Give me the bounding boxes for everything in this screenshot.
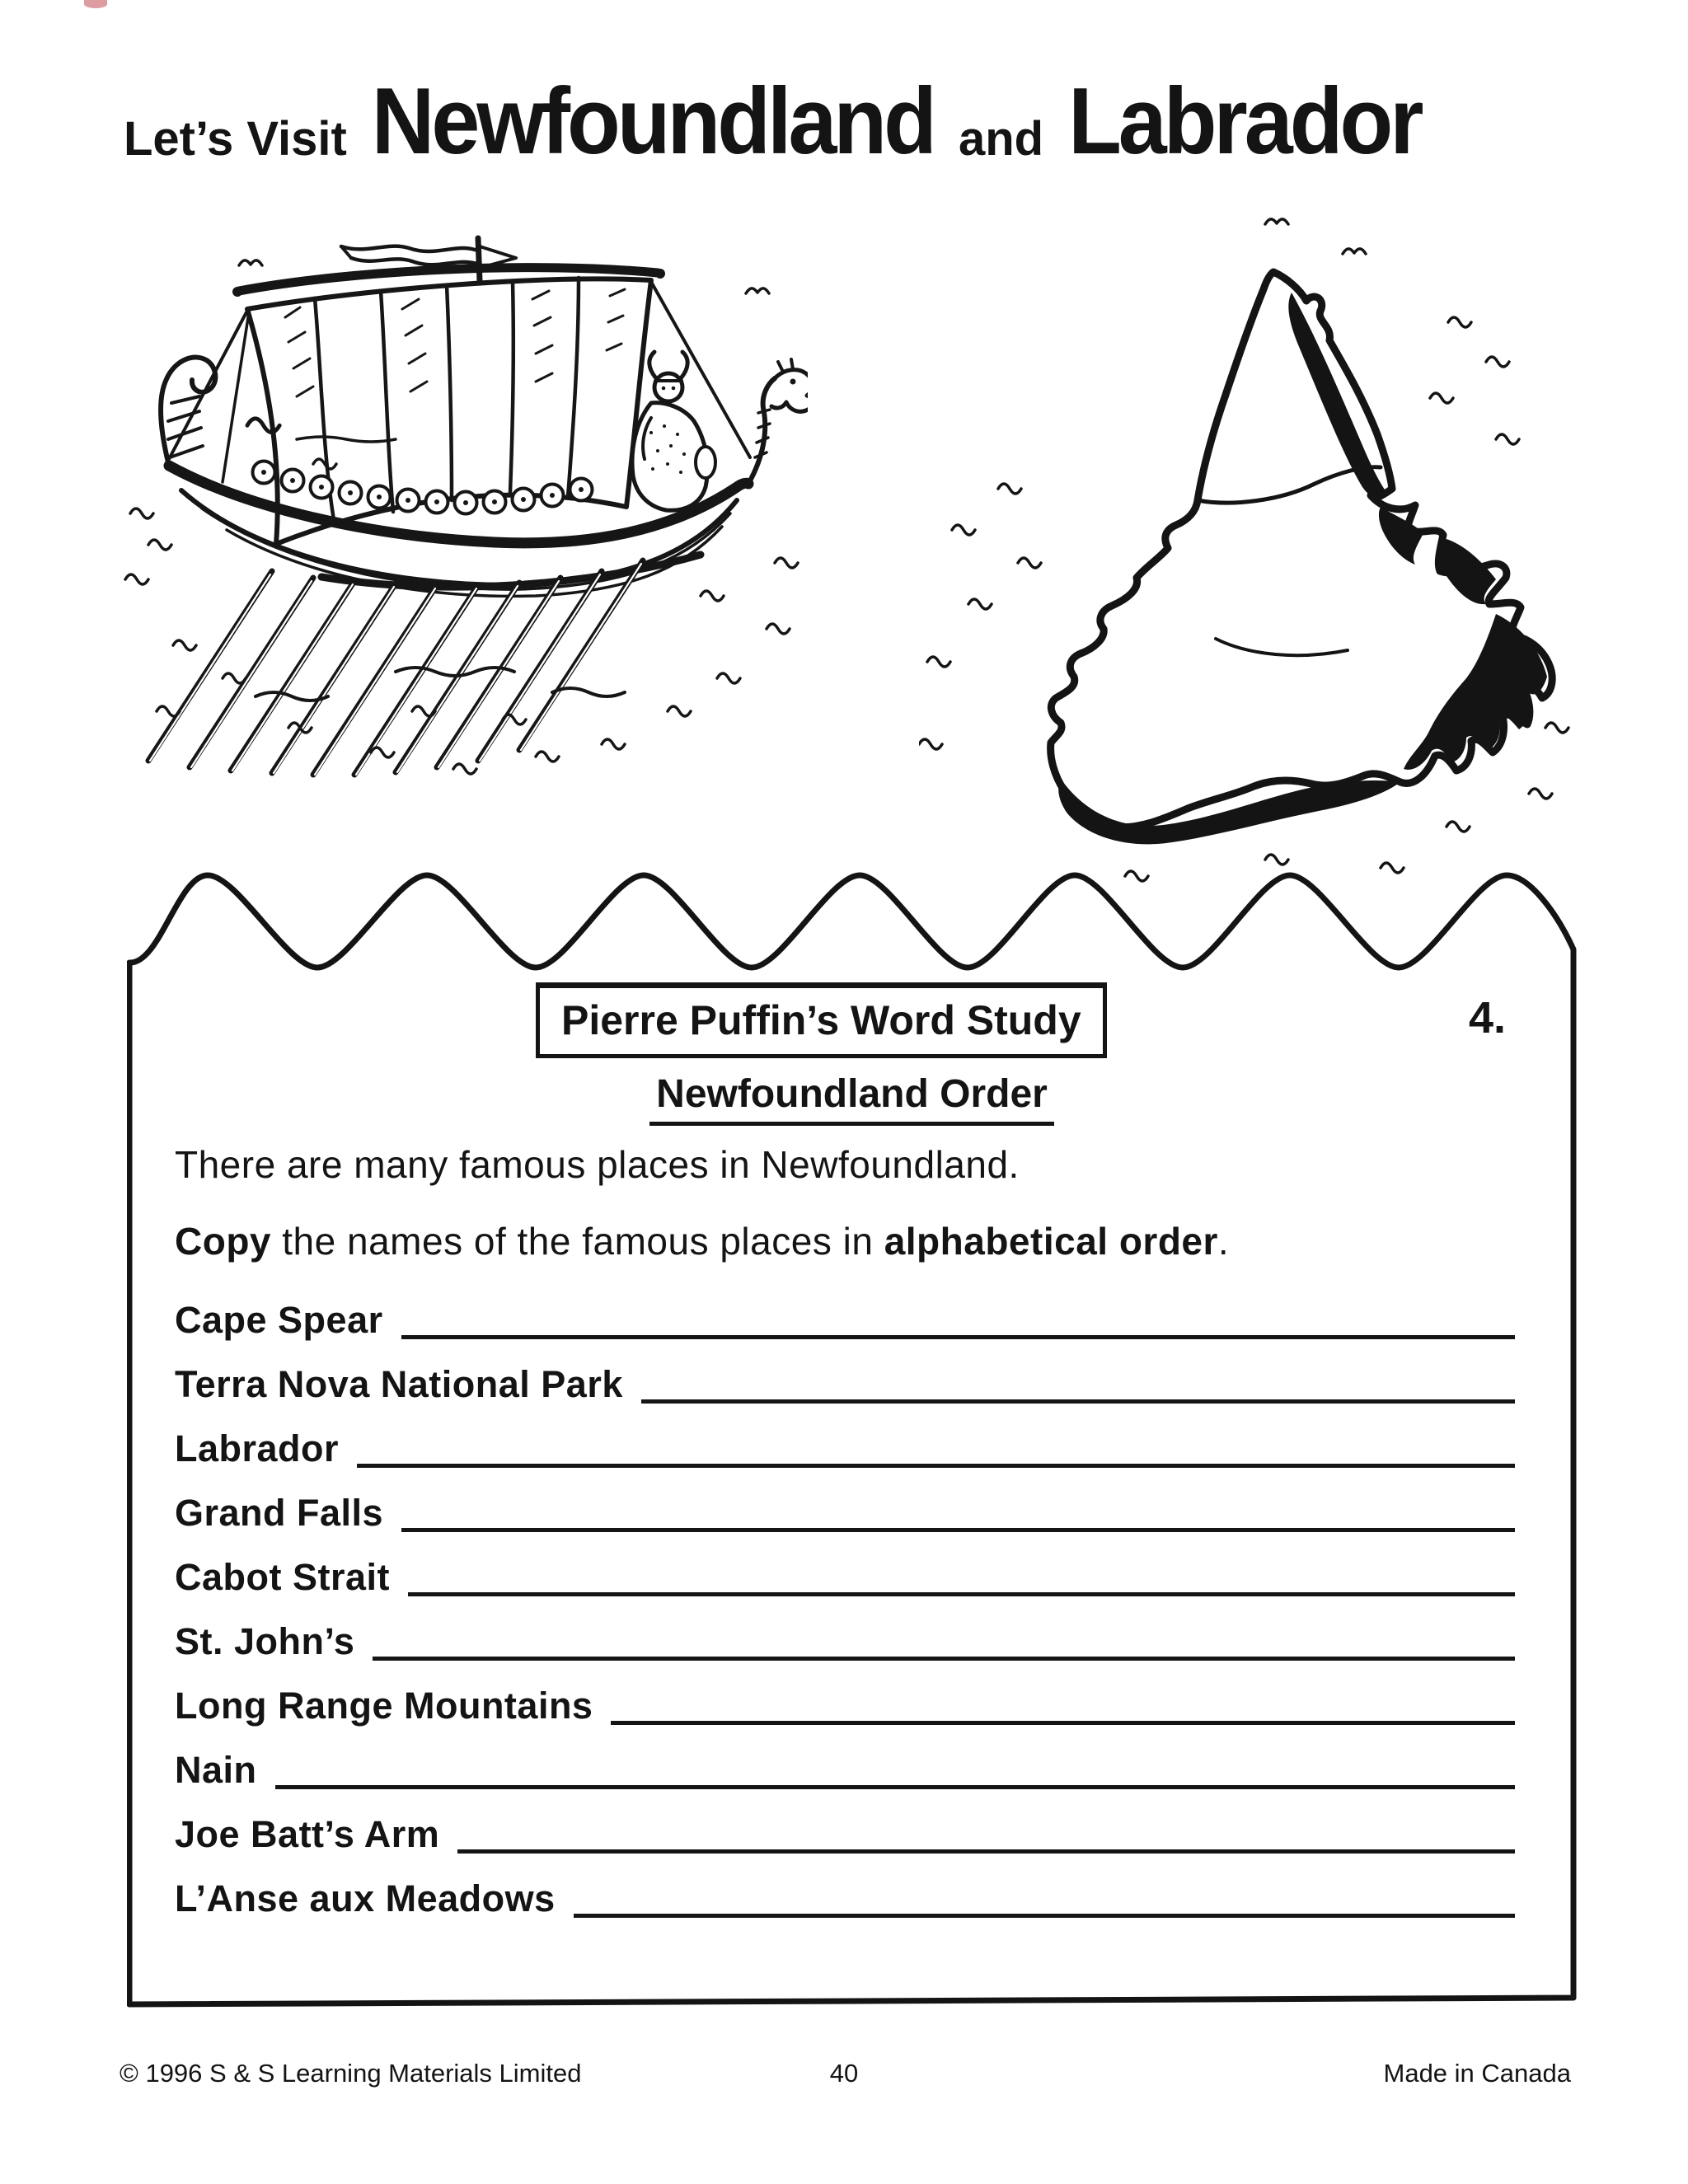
viking-ship-svg bbox=[124, 210, 808, 787]
oar bbox=[396, 583, 519, 772]
answer-line bbox=[641, 1399, 1515, 1404]
title-prefix: Let’s Visit bbox=[124, 112, 347, 166]
viking-ship-illustration bbox=[124, 210, 808, 787]
list-item bbox=[175, 1297, 1515, 1343]
places-list bbox=[175, 1297, 1515, 1940]
bird-icon bbox=[1343, 249, 1366, 254]
list-item bbox=[175, 1361, 1515, 1407]
made-in-text: Made in Canada bbox=[1383, 2059, 1571, 2088]
instruction-sentence bbox=[175, 1218, 1229, 1264]
place-label: Joe Batt’s Arm bbox=[175, 1813, 440, 1855]
answer-line bbox=[574, 1914, 1515, 1918]
copyright-text: © 1996 S & S Learning Materials Limited bbox=[120, 2059, 582, 2088]
place-label: St. John’s bbox=[175, 1620, 355, 1662]
answer-line bbox=[373, 1657, 1515, 1661]
shield-icon bbox=[513, 489, 535, 511]
instruction-period: . bbox=[1217, 1220, 1230, 1263]
answer-line bbox=[611, 1721, 1515, 1725]
place-label: Cape Spear bbox=[175, 1299, 383, 1341]
list-item bbox=[175, 1619, 1515, 1664]
title-conjunction: and bbox=[958, 112, 1044, 166]
shield-icon bbox=[253, 462, 275, 484]
place-label: L’Anse aux Meadows bbox=[175, 1877, 556, 1919]
answer-line bbox=[401, 1335, 1515, 1339]
title-word-labrador: Labrador bbox=[1068, 68, 1421, 174]
page-number: 40 bbox=[829, 2059, 859, 2088]
shield-icon bbox=[282, 470, 304, 492]
answer-line bbox=[408, 1592, 1515, 1596]
place-label: Long Range Mountains bbox=[175, 1685, 593, 1727]
activity-number: 4. bbox=[1469, 993, 1507, 1043]
bird-icon bbox=[239, 260, 262, 265]
answer-line bbox=[275, 1785, 1515, 1789]
instruction-middle: the names of the famous places in bbox=[271, 1220, 884, 1263]
bird-icon bbox=[746, 288, 769, 293]
place-label: Grand Falls bbox=[175, 1492, 384, 1534]
shield-icon bbox=[397, 490, 420, 512]
bird-icon bbox=[1265, 219, 1288, 224]
instruction-tail: alphabetical order bbox=[884, 1220, 1218, 1263]
place-label: Cabot Strait bbox=[175, 1556, 391, 1598]
place-label: Nain bbox=[175, 1749, 257, 1791]
shield-icon bbox=[484, 491, 506, 513]
list-item bbox=[175, 1490, 1515, 1535]
activity-subheading: Newfoundland Order bbox=[649, 1071, 1054, 1126]
title-word-newfoundland: Newfoundland bbox=[371, 68, 934, 174]
place-label: Labrador bbox=[175, 1427, 340, 1469]
shield-icon bbox=[455, 492, 477, 514]
newfoundland-map-illustration bbox=[919, 210, 1578, 898]
page-title bbox=[124, 68, 1591, 176]
list-item bbox=[175, 1426, 1515, 1471]
activity-heading-box bbox=[536, 982, 1107, 1058]
intro-sentence: There are many famous places in Newfoundland. bbox=[175, 1143, 1020, 1186]
shield-icon bbox=[311, 476, 333, 499]
list-item bbox=[175, 1554, 1515, 1600]
list-item bbox=[175, 1811, 1515, 1857]
shield-icon bbox=[340, 482, 362, 504]
answer-line bbox=[457, 1849, 1515, 1854]
list-item bbox=[175, 1683, 1515, 1728]
oar bbox=[478, 571, 602, 761]
shield-icon bbox=[368, 486, 391, 509]
list-item bbox=[175, 1747, 1515, 1793]
activity-heading: Pierre Puffin’s Word Study bbox=[561, 997, 1081, 1043]
list-item bbox=[175, 1876, 1515, 1921]
answer-line bbox=[401, 1528, 1515, 1532]
instruction-lead: Copy bbox=[175, 1220, 271, 1263]
newfoundland-map-svg bbox=[919, 210, 1578, 898]
scan-artifact-mark bbox=[84, 0, 107, 8]
oar bbox=[437, 578, 560, 767]
place-label: Terra Nova National Park bbox=[175, 1363, 623, 1405]
shield-icon bbox=[426, 491, 448, 513]
shield-icon bbox=[542, 485, 564, 507]
answer-line bbox=[357, 1464, 1515, 1468]
shield-icon bbox=[570, 479, 593, 501]
